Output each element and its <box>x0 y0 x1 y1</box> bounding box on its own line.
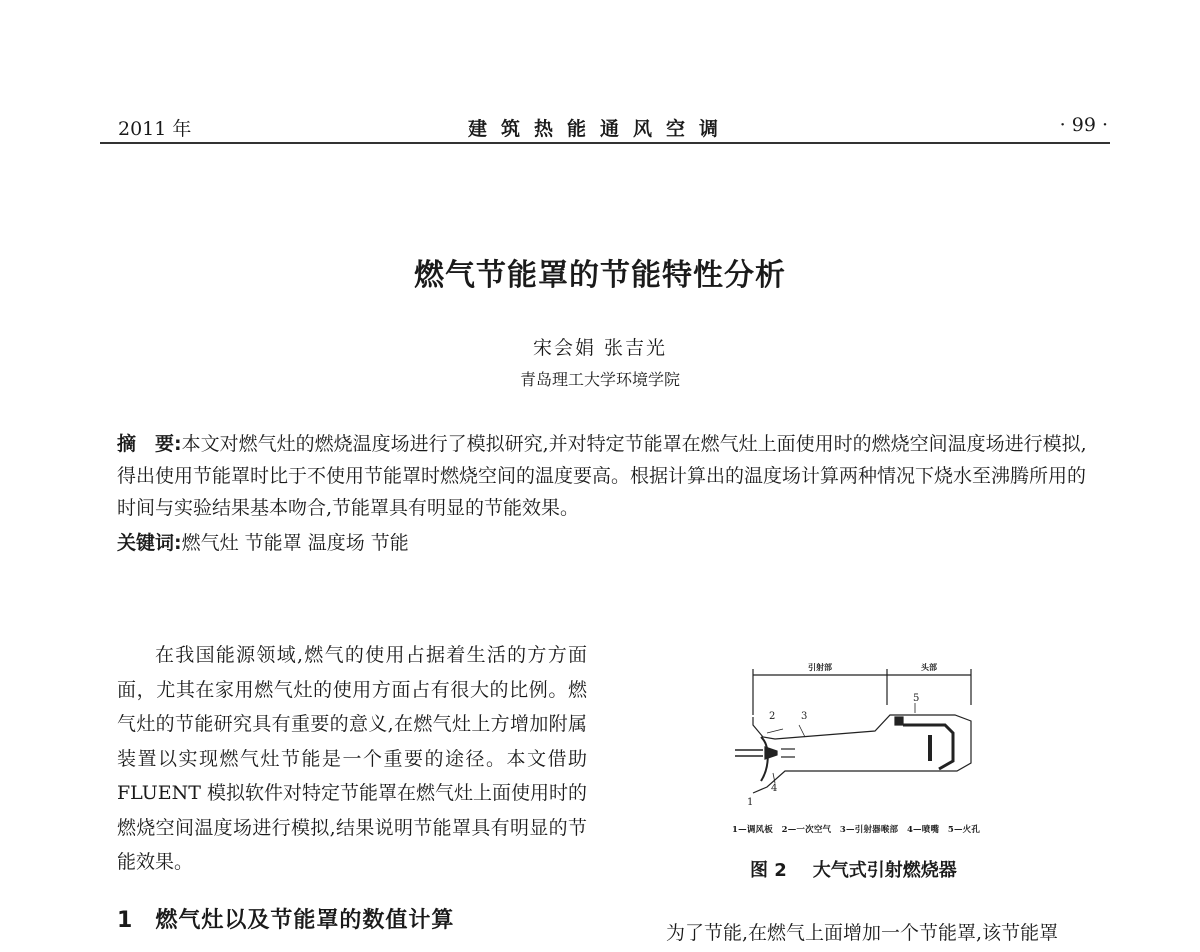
part-number: 4 <box>771 783 778 794</box>
header-year: 2011 年 <box>118 118 192 140</box>
dim-label-left: 引射部 <box>808 662 832 672</box>
keywords-label: 关键词: <box>117 532 182 554</box>
burner-outline <box>753 715 971 793</box>
part-number: 3 <box>801 711 808 722</box>
part-number: 2 <box>769 711 776 722</box>
part-number: 5 <box>913 693 920 704</box>
figure-caption-number: 图 2 <box>750 860 787 881</box>
intro-paragraph: 在我国能源领域,燃气的使用占据着生活的方方面面，尤其在家用燃气灶的使用方面占有很大的比例。燃气灶的节能研究具有重要的意义,在燃气灶上方增加附属装置以实现燃气灶节能是一个重要的途径。本文借助 FLUENT 模拟软件对特定节能罩在燃气灶上面使用时的燃烧空间温度场进行模拟,结果说明节能罩具有明显的节能效果。 <box>117 644 587 873</box>
abstract <box>117 428 1097 524</box>
abstract-label: 摘 要: <box>117 433 182 455</box>
figure-caption <box>750 856 957 882</box>
abstract-text: 本文对燃气灶的燃烧温度场进行了模拟研究,并对特定节能罩在燃气灶上面使用时的燃烧空间温度场进行模拟,得出使用节能罩时比于不使用节能罩时燃烧空间的温度要高。根据计算出的温度场计算两种情况下烧水至沸腾所用的时间与实验结果基本吻合,节能罩具有明显的节能效果。 <box>117 433 1087 519</box>
authors: 宋会娟 张吉光 <box>532 337 668 359</box>
figure-legend: 1—调风板 2—一次空气 3—引射器喉部 4—喷嘴 5—火孔 <box>732 825 981 835</box>
nozzle <box>765 747 777 759</box>
header-journal-name: 建筑热能通风空调 <box>467 118 732 140</box>
right-column-paragraph: 为了节能,在燃气上面增加一个节能罩,该节能罩 <box>666 922 1059 944</box>
header-page-number: · 99 · <box>1059 114 1108 136</box>
flame-port-block <box>895 717 903 725</box>
section-number: 1 <box>117 908 134 933</box>
figure-caption-title: 大气式引射燃烧器 <box>812 860 957 881</box>
keywords-text: 燃气灶 节能罩 温度场 节能 <box>181 532 409 554</box>
dim-label-right: 头部 <box>921 662 937 672</box>
section-title: 燃气灶以及节能罩的数值计算 <box>155 908 455 933</box>
burner-figure <box>725 655 985 845</box>
affiliation: 青岛理工大学环境学院 <box>519 370 680 389</box>
header-rule <box>100 142 1110 144</box>
section-heading <box>117 903 454 934</box>
part-number: 1 <box>747 797 754 808</box>
keywords <box>117 528 409 555</box>
paper-title: 燃气节能罩的节能特性分析 <box>414 258 786 293</box>
